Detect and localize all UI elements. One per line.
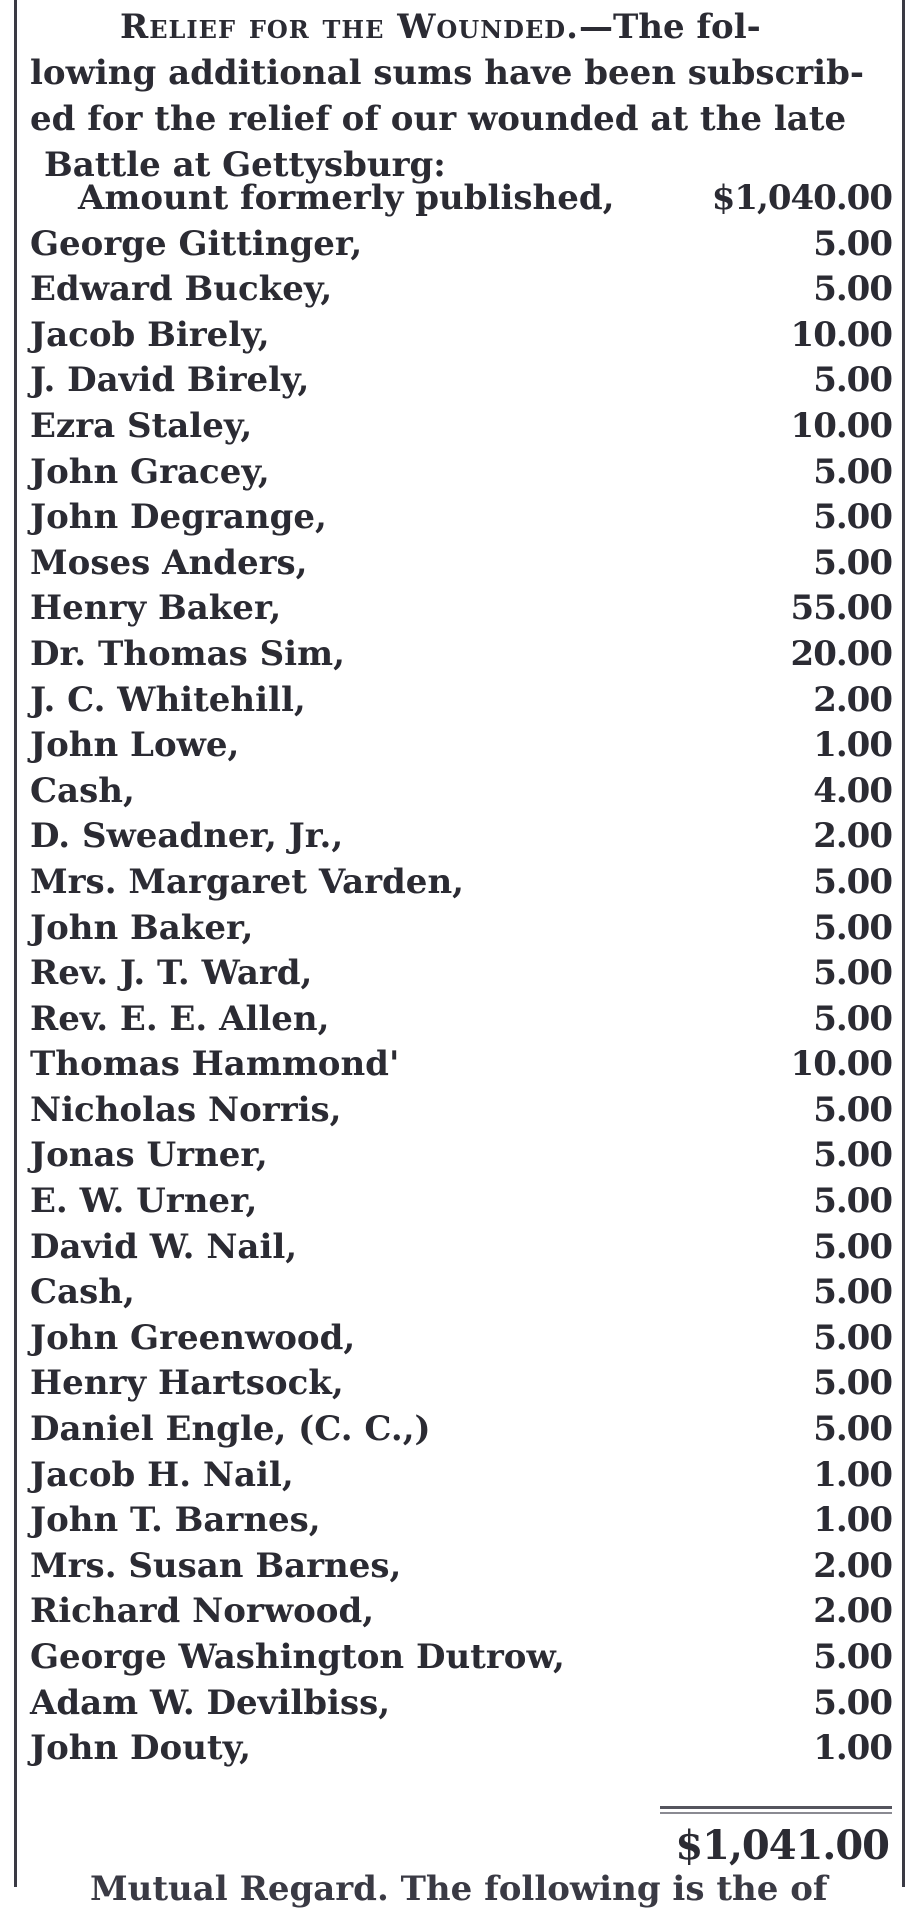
subscriber-name: John Lowe, xyxy=(30,725,240,766)
subscription-amount: 5.00 xyxy=(813,1637,892,1677)
list-item xyxy=(30,495,892,541)
list-item xyxy=(30,632,892,678)
subscription-amount: 1.00 xyxy=(813,725,892,766)
subscriber-name: Richard Norwood, xyxy=(30,1591,375,1632)
subscriber-name: John Degrange, xyxy=(30,497,327,538)
subscription-amount: 10.00 xyxy=(790,1044,892,1085)
subscriber-name: John Gracey, xyxy=(30,451,270,492)
list-item xyxy=(30,267,892,313)
total-rule-double xyxy=(660,1812,892,1814)
subscription-amount: 5.00 xyxy=(813,1089,892,1130)
subscriber-name: Rev. J. T. Ward, xyxy=(30,953,313,994)
subscriber-name: Cash, xyxy=(30,770,135,811)
list-item xyxy=(30,1361,892,1407)
list-item xyxy=(30,1042,892,1088)
subscription-amount: 5.00 xyxy=(813,953,892,994)
intro-line-3: ed for the relief of our wounded at the late xyxy=(30,99,847,139)
subscription-amount: 5.00 xyxy=(813,1135,892,1176)
total-rule xyxy=(660,1806,892,1809)
list-item xyxy=(30,404,892,450)
list-item xyxy=(30,313,892,359)
subscriber-name: David W. Nail, xyxy=(30,1226,298,1267)
list-item xyxy=(30,860,892,906)
intro-line-4: Battle at Gettysburg: xyxy=(44,145,446,185)
subscription-amount: 1.00 xyxy=(813,1728,892,1769)
subscriber-name: John Douty, xyxy=(30,1728,251,1769)
subscription-amount: 5.00 xyxy=(813,223,892,264)
subscriber-name: John Greenwood, xyxy=(30,1317,356,1358)
subscription-amount: 20.00 xyxy=(790,633,892,674)
list-item xyxy=(30,176,892,222)
subscriber-name: George Washington Dutrow, xyxy=(30,1637,565,1677)
list-item xyxy=(30,1270,892,1316)
subscription-amount: 4.00 xyxy=(813,770,892,811)
subscriber-name: Rev. E. E. Allen, xyxy=(30,998,330,1039)
list-item xyxy=(30,678,892,724)
subscription-amount: 2.00 xyxy=(813,816,892,857)
list-item xyxy=(30,1179,892,1225)
subscriber-name: Jacob Birely, xyxy=(30,314,270,355)
next-article-text: Mutual Regard. The following is the of xyxy=(90,1869,828,1909)
subscription-amount: $1,040.00 xyxy=(711,178,892,218)
subscriber-name: Nicholas Norris, xyxy=(30,1089,342,1130)
subscription-amount: 5.00 xyxy=(813,269,892,310)
subscription-amount: 5.00 xyxy=(813,1363,892,1404)
subscriber-name: Dr. Thomas Sim, xyxy=(30,633,345,674)
list-item xyxy=(30,1133,892,1179)
subscription-amount: 5.00 xyxy=(813,998,892,1039)
subscriber-name: Adam W. Devilbiss, xyxy=(30,1682,391,1723)
list-item xyxy=(30,997,892,1043)
list-item xyxy=(30,723,892,769)
subscriber-name: Henry Hartsock, xyxy=(30,1363,344,1404)
column-rule-left xyxy=(14,0,17,1887)
subscriber-name: J. David Birely, xyxy=(30,360,310,401)
list-item xyxy=(30,1681,892,1727)
subscription-amount: 10.00 xyxy=(790,314,892,355)
subscriber-name: George Gittinger, xyxy=(30,223,363,264)
subscription-amount: 5.00 xyxy=(813,1317,892,1358)
subscriber-name: Thomas Hammond' xyxy=(30,1044,400,1085)
subscription-amount: 5.00 xyxy=(813,360,892,401)
subscriber-name: Daniel Engle, (C. C.,) xyxy=(30,1409,431,1450)
total-amount: $1,041.00 xyxy=(675,1822,889,1869)
subscription-amount: 5.00 xyxy=(813,1181,892,1222)
column-rule-right xyxy=(902,0,905,1887)
list-item xyxy=(30,1726,892,1772)
subscription-amount: 55.00 xyxy=(790,588,892,629)
list-item xyxy=(30,814,892,860)
subscriber-name: Jonas Urner, xyxy=(30,1135,268,1176)
subscriber-name: Henry Baker, xyxy=(30,588,282,629)
list-item xyxy=(30,906,892,952)
subscriber-name: Jacob H. Nail, xyxy=(30,1454,294,1495)
list-item xyxy=(30,586,892,632)
subscriber-name: Cash, xyxy=(30,1272,135,1313)
list-item xyxy=(30,1453,892,1499)
subscription-amount: 5.00 xyxy=(813,542,892,583)
subscription-amount: 5.00 xyxy=(813,907,892,948)
next-article-cutoff xyxy=(90,1869,850,1909)
subscription-amount: 5.00 xyxy=(813,497,892,538)
subscriber-name: Ezra Staley, xyxy=(30,405,253,446)
subscriber-name: Edward Buckey, xyxy=(30,269,333,310)
list-item xyxy=(30,769,892,815)
subscription-amount: 5.00 xyxy=(813,1272,892,1313)
subscriber-name: Amount formerly published, xyxy=(78,178,615,218)
article-intro xyxy=(30,0,892,188)
list-item xyxy=(30,1088,892,1134)
subscription-amount: 5.00 xyxy=(813,1682,892,1723)
intro-line-1-rest: —The fol- xyxy=(578,7,761,47)
subscription-amount: 5.00 xyxy=(813,1226,892,1267)
list-item xyxy=(30,1589,892,1635)
subscription-amount: 2.00 xyxy=(813,1591,892,1632)
subscriber-name: D. Sweadner, Jr., xyxy=(30,816,344,857)
list-item xyxy=(30,358,892,404)
article-heading: Relief for the Wounded. xyxy=(120,7,579,47)
list-item xyxy=(30,1316,892,1362)
list-item xyxy=(30,450,892,496)
subscriber-name: John Baker, xyxy=(30,907,254,948)
subscription-amount: 1.00 xyxy=(813,1454,892,1495)
subscription-amount: 2.00 xyxy=(813,1545,892,1586)
list-item xyxy=(30,1225,892,1271)
intro-line-2: lowing additional sums have been subscrib- xyxy=(30,53,864,93)
subscription-amount: 10.00 xyxy=(790,405,892,446)
newspaper-article xyxy=(30,0,892,1769)
subscription-amount: 5.00 xyxy=(813,1409,892,1450)
intro-line-1 xyxy=(30,4,892,50)
list-item xyxy=(30,1407,892,1453)
list-item xyxy=(30,1544,892,1590)
list-item xyxy=(30,951,892,997)
subscriber-name: Moses Anders, xyxy=(30,542,308,583)
list-item xyxy=(30,222,892,268)
list-item xyxy=(30,541,892,587)
subscription-amount: 1.00 xyxy=(813,1500,892,1541)
subscriber-name: J. C. Whitehill, xyxy=(30,679,306,720)
subscription-list xyxy=(30,176,892,1772)
subscription-amount: 5.00 xyxy=(813,451,892,492)
subscription-amount: 2.00 xyxy=(813,679,892,720)
subscriber-name: E. W. Urner, xyxy=(30,1181,258,1222)
subscription-amount: 5.00 xyxy=(813,861,892,902)
subscriber-name: John T. Barnes, xyxy=(30,1500,321,1541)
list-item xyxy=(30,1498,892,1544)
list-item xyxy=(30,1635,892,1681)
subscriber-name: Mrs. Margaret Varden, xyxy=(30,861,464,902)
subscriber-name: Mrs. Susan Barnes, xyxy=(30,1545,402,1586)
